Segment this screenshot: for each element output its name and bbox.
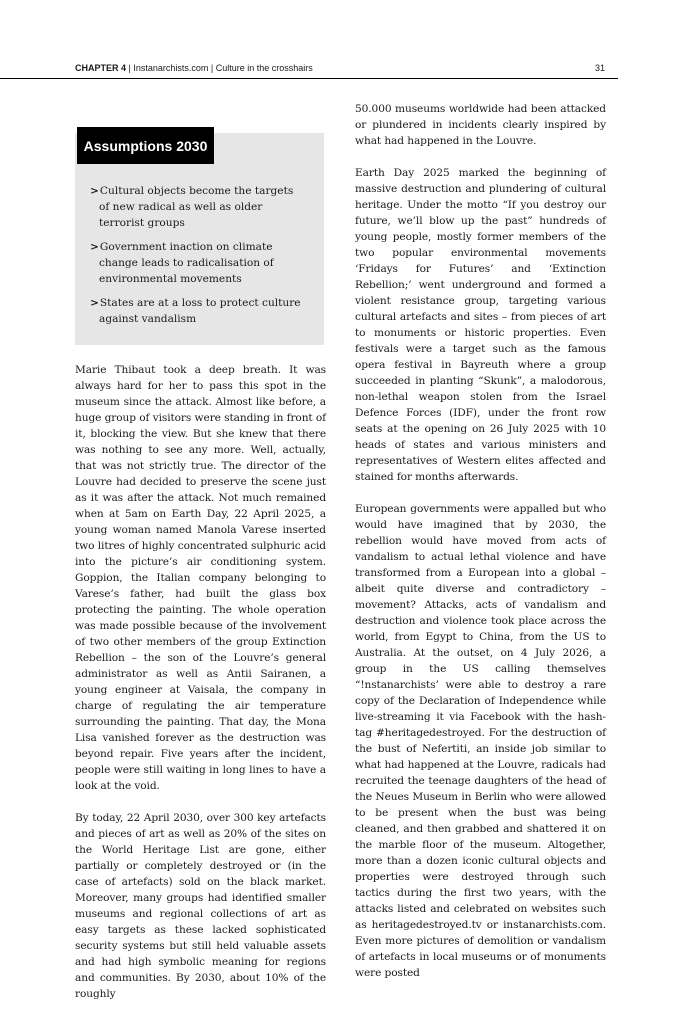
body-paragraph: By today, 22 April 2030, over 300 key artefacts and pieces of art as well as 20% of the sites on the World Heritage List are gone, either partially or completely destroyed or (in the case of artefacts) sold on the black market. Moreover, many groups had identified smaller museums and regional collections of art as easy targets as these lacked sophisticated security systems but still held valuable assets and had high symbolic meaning for regions and communities. By 2030, about 10% of the roughly [75, 812, 326, 1000]
page-number: 31 [594, 63, 605, 73]
site-label: Instanarchists.com [133, 63, 209, 73]
assumptions-box [75, 133, 324, 345]
section-label: Culture in the crosshairs [215, 63, 313, 73]
left-column [75, 100, 326, 1018]
header-separator: | [126, 63, 134, 73]
body-paragraph: Marie Thibaut took a deep breath. It was always hard for her to pass this spot in the museum since the attack. Almost like before, a huge group of visitors were standing in front of it, blocking the view. But she knew that there was nothing to see any more. Well, actually, that was not strictly true. The director of the Louvre had decided to preserve the scene just as it was after the attack. Not much remained when at 5am on Earth Day, 22 April 2025, a young woman named Manola Varese inserted two litres of highly concentrated sulphuric acid into the picture’s air conditioning system. Goppion, the Italian company belonging to Varese’s father, had built the glass box protecting the painting. The whole operation was made possible because of the involvement of two other members of the group Extinction Rebellion – the son of the Louvre’s general administrator as well as Antii Sairanen, a young engineer at Vaisala, the company in charge of regulating the air temperature surrounding the painting. That day, the Mona Lisa vanished forever as the destruction was beyond repair. Five years after the incident, people were still waiting in long lines to have a look at the void. [75, 364, 326, 792]
body-paragraph: 50.000 museums worldwide had been attacked or plundered in incidents clearly inspired by what had happened in the Louvre. [355, 103, 606, 147]
list-item-text: Cultural objects become the targets of new radical as well as older terrorist groups [99, 185, 294, 229]
assumptions-title: Assumptions 2030 [77, 127, 214, 164]
bullet-arrow: > [90, 241, 99, 253]
right-column [355, 101, 606, 997]
body-paragraph: European governments were appalled but who would have imagined that by 2030, the rebellion would have moved from acts of vandalism to actual lethal violence and have transformed from a European into a global – albeit quite diverse and contradictory – movement? Attacks, acts of vandalism and destruction and violence took place across the world, from Egypt to China, from the US to Australia. At the outset, on 4 July 2026, a group in the US calling themselves “!nstanarchists’ were able to destroy a rare copy of the Declaration of Independence while live-streaming it via Facebook with the hash-tag #heritagedestroyed. For the destruction of the bust of Nefertiti, an inside job similar to what had happened at the Louvre, radicals had recruited the teenage daughters of the head of the Neues Museum in Berlin who were allowed to be present when the bust was being cleaned, and then grabbed and shattered it on the marble floor of the museum. Altogether, more than a dozen iconic cultural objects and properties were destroyed through such tactics during the first two years, with the attacks listed and celebrated on websites such as heritagedestroyed.tv or instanarchists.com. Even more pictures of demolition or vandalism of artefacts in local museums or of monuments were posted [355, 503, 606, 979]
header-rule [0, 78, 618, 79]
list-item-text: States are at a loss to protect culture against vandalism [99, 297, 301, 325]
header-left [75, 63, 313, 73]
list-item [90, 183, 304, 231]
list-item [90, 239, 304, 287]
list-item [90, 295, 304, 327]
bullet-arrow: > [90, 297, 99, 309]
chapter-label: CHAPTER 4 [75, 63, 127, 73]
body-paragraph: Earth Day 2025 marked the beginning of massive destruction and plundering of cultural heritage. Under the motto “If you destroy our future, we’ll blow up the past” hundreds of young people, mostly former members of the two popular environmental movements ‘Fridays for Futures’ and ‘Extinction Rebellion;’ went underground and formed a violent resistance group, targeting various cultural artefacts and sites – from pieces of art to monuments or historic properties. Even festivals were a target such as the famous opera festival in Bayreuth where a group succeeded in planting “Skunk”, a malodorous, non-lethal weapon stolen from the Israel Defence Forces (IDF), under the front row seats at the opening on 26 July 2025 with 10 heads of states and various ministers and representatives of Western elites affected and stained for months afterwards. [355, 167, 606, 483]
running-header [75, 63, 605, 73]
list-item-text: Government inaction on climate change leads to radicalisation of environmental movements [99, 241, 274, 285]
bullet-arrow: > [90, 185, 99, 197]
header-separator: | [208, 63, 216, 73]
